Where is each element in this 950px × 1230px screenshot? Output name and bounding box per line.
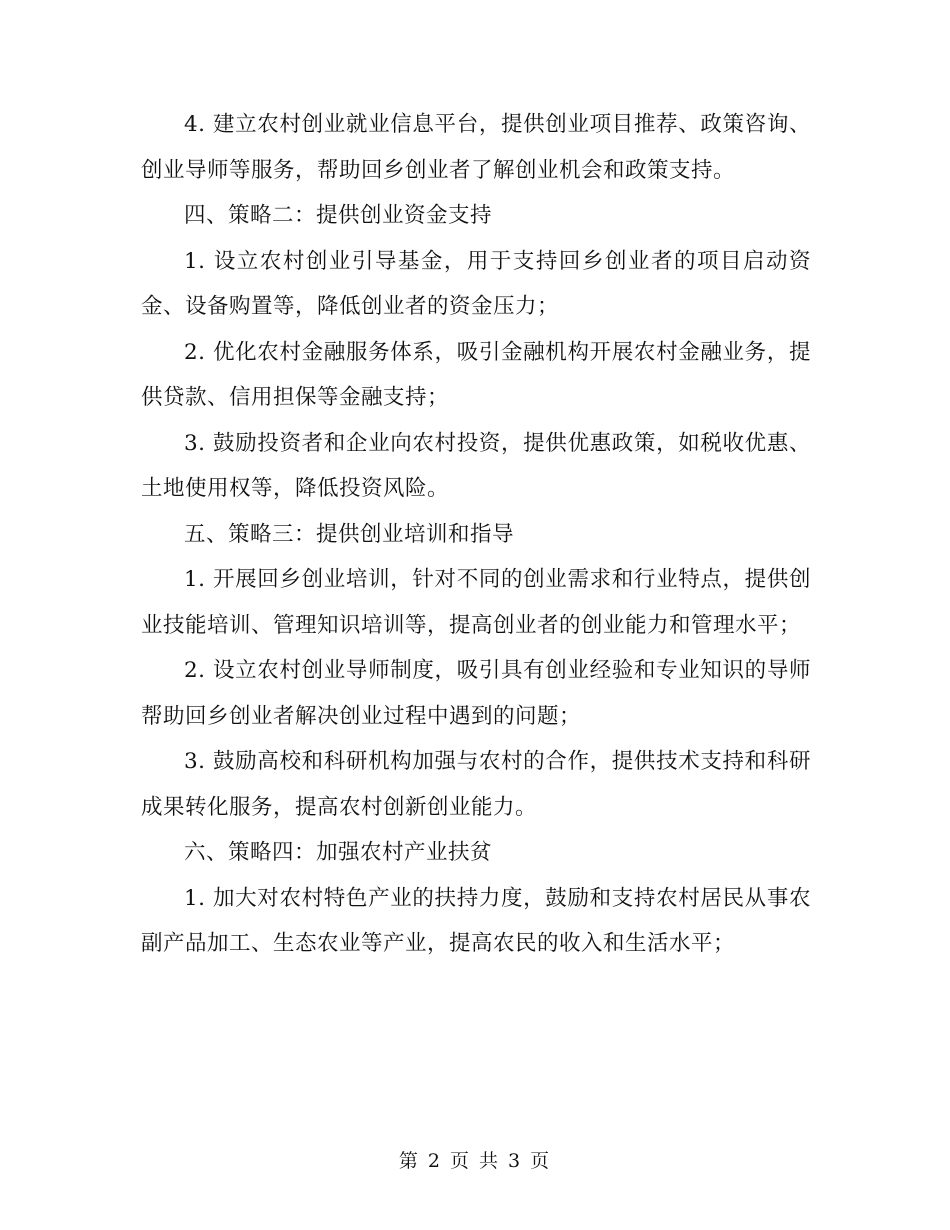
paragraph-item-1-industry-support: 1. 加大对农村特色产业的扶持力度，鼓励和支持农村居民从事农副产品加工、生态农业等产业，提高农民的收入和生活水平； <box>141 885 811 956</box>
paragraph-item-2-financial-services: 2. 优化农村金融服务体系，吸引金融机构开展农村金融业务，提供贷款、信用担保等金融支持； <box>141 339 811 410</box>
section-heading-strategy-two: 四、策略二：提供创业资金支持 <box>184 203 493 228</box>
paragraph-item-3-investment-incentives: 3. 鼓励投资者和企业向农村投资，提供优惠政策，如税收优惠、土地使用权等，降低投资风险。 <box>141 430 811 501</box>
page-number-footer: 第 2 页 共 3 页 <box>398 1150 552 1172</box>
document-body <box>141 102 811 967</box>
section-heading-strategy-four: 六、策略四：加强农村产业扶贫 <box>184 840 493 865</box>
paragraph-item-4-info-platform: 4. 建立农村创业就业信息平台，提供创业项目推荐、政策咨询、创业导师等服务，帮助回乡创业者了解创业机会和政策支持。 <box>141 112 811 183</box>
section-heading-strategy-three: 五、策略三：提供创业培训和指导 <box>184 521 515 547</box>
paragraph-item-1-guidance-fund: 1. 设立农村创业引导基金，用于支持回乡创业者的项目启动资金、设备购置等，降低创业者的资金压力； <box>141 248 811 319</box>
paragraph-item-2-mentor-system: 2. 设立农村创业导师制度，吸引具有创业经验和专业知识的导师帮助回乡创业者解决创业过程中遇到的问题； <box>141 658 811 729</box>
paragraph-item-3-university-cooperation: 3. 鼓励高校和科研机构加强与农村的合作，提供技术支持和科研成果转化服务，提高农村创新创业能力。 <box>141 749 811 820</box>
paragraph-item-1-training: 1. 开展回乡创业培训，针对不同的创业需求和行业特点，提供创业技能培训、管理知识培训等，提高创业者的创业能力和管理水平； <box>141 567 811 638</box>
